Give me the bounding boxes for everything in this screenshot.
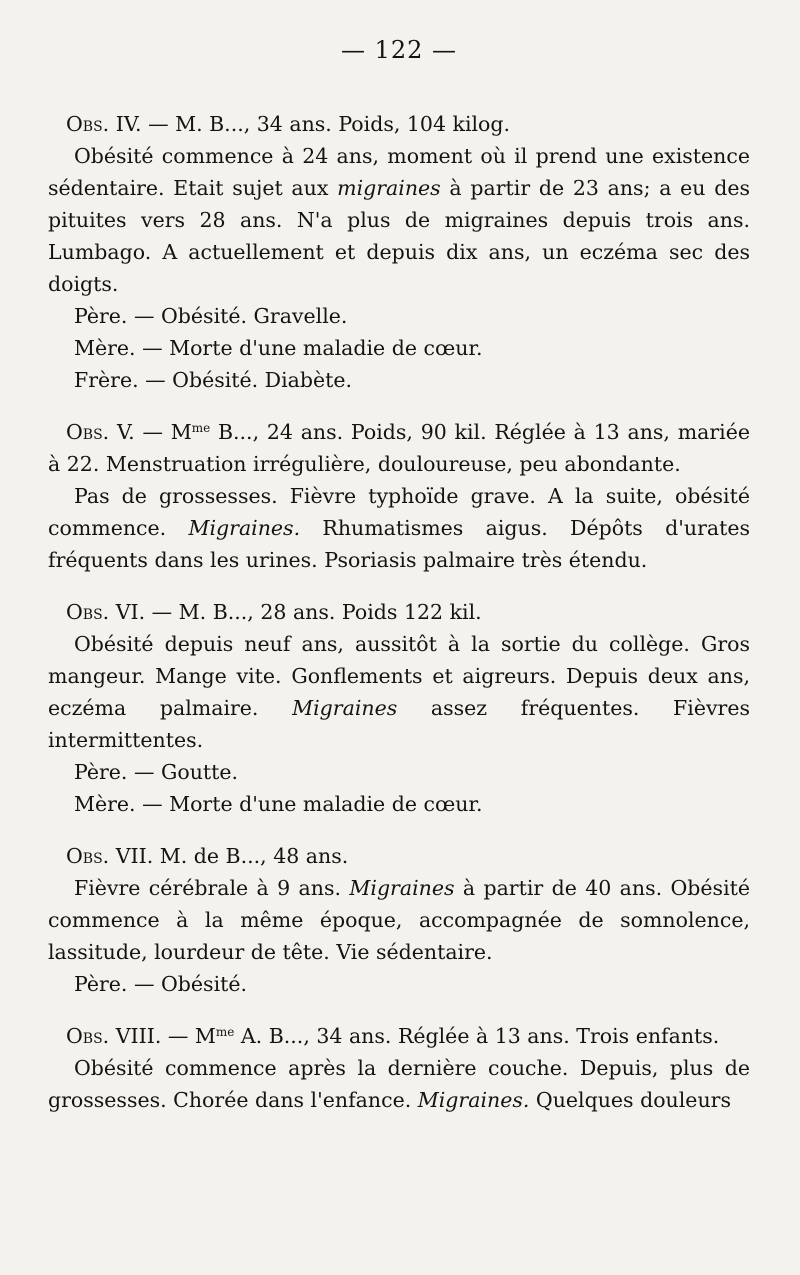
paragraph-text: Obésité commence à 24 ans, moment où il prend une existence sédentaire. Etait sujet aux: [48, 144, 750, 200]
family-history-line: Mère. — Morte d'une maladie de cœur.: [74, 792, 483, 816]
observation-heading: [48, 416, 750, 480]
family-history-line: Père. — Obésité. Gravelle.: [74, 304, 348, 328]
observation-heading: [48, 108, 750, 140]
observation-label: Obs. VII.: [66, 844, 154, 868]
paragraph-text: assez fréquentes. Fièvres intermittentes.: [48, 696, 750, 752]
observation-paragraph: [48, 872, 750, 968]
family-history-line: Mère. — Morte d'une maladie de cœur.: [74, 336, 483, 360]
page-number: — 122 —: [340, 36, 458, 64]
observation-subject-details: A. B..., 34 ans. Réglée à 13 ans. Trois enfants.: [234, 1024, 720, 1048]
observation-label: Obs. VI.: [66, 600, 146, 624]
observation-subject: — M: [161, 1024, 216, 1048]
paragraph-text: Obésité depuis neuf ans, aussitôt à la sortie du collège. Gros mangeur. Mange vite. Gonflements et aigreurs. Depuis deux ans, eczéma palmaire.: [48, 632, 750, 720]
observation-label: Obs. VIII.: [66, 1024, 162, 1048]
observation-heading: [48, 1020, 750, 1052]
observation-paragraph: [48, 628, 750, 756]
emphasis-text: Migraines.: [417, 1088, 530, 1112]
observation-paragraph: [48, 140, 750, 300]
emphasis-text: Migraines: [292, 696, 398, 720]
emphasis-text: migraines: [337, 176, 441, 200]
title-superscript: me: [191, 421, 211, 435]
family-history-line: Père. — Goutte.: [74, 760, 239, 784]
title-superscript: me: [215, 1025, 235, 1039]
observation-subject-details: B..., 24 ans. Poids, 90 kil. Réglée à 13 ans, mariée à 22. Menstruation irrégulière, douloureuse, peu abondante.: [48, 420, 750, 476]
observation-subject: M. de B..., 48 ans.: [153, 844, 349, 868]
observation-paragraph: [48, 1052, 750, 1116]
paragraph-text: Rhumatismes aigus. Dépôts d'urates fréquents dans les urines. Psoriasis palmaire très étendu.: [48, 516, 750, 572]
paragraph-text: Obésité commence après la dernière couche. Depuis, plus de grossesses. Chorée dans l'enfance.: [48, 1056, 750, 1112]
observation-subject: — M. B..., 34 ans. Poids, 104 kilog.: [141, 112, 511, 136]
paragraph-text: à partir de 23 ans; a eu des pituites vers 28 ans. N'a plus de migraines depuis trois ans. Lumbago. A actuellement et depuis dix ans, un eczéma sec des doigts.: [48, 176, 750, 296]
emphasis-text: Migraines.: [188, 516, 301, 540]
observation-label: Obs. IV.: [66, 112, 142, 136]
observation-vi: [48, 596, 750, 820]
family-history-line: Frère. — Obésité. Diabète.: [74, 368, 353, 392]
observation-heading: [48, 840, 750, 872]
observation-v: [48, 416, 750, 576]
observation-viii: [48, 1020, 750, 1116]
observation-iv: [48, 108, 750, 396]
paragraph-text: à partir de 40 ans. Obésité commence à la même époque, accompagnée de somnolence, lassitude, lourdeur de tête. Vie sédentaire.: [48, 876, 750, 964]
observation-subject: — M: [134, 420, 192, 444]
observation-heading: [48, 596, 750, 628]
family-history-line: Père. — Obésité.: [74, 972, 248, 996]
paragraph-text: Fièvre cérébrale à 9 ans.: [74, 876, 350, 900]
emphasis-text: Migraines: [349, 876, 455, 900]
observation-paragraph: [48, 480, 750, 576]
paragraph-text: Pas de grossesses. Fièvre typhoïde grave. A la suite, obésité commence.: [48, 484, 750, 540]
observation-label: Obs. V.: [66, 420, 135, 444]
observation-subject: — M. B..., 28 ans. Poids 122 kil.: [145, 600, 482, 624]
paragraph-text: Quelques douleurs: [529, 1088, 731, 1112]
observation-vii: [48, 840, 750, 1000]
